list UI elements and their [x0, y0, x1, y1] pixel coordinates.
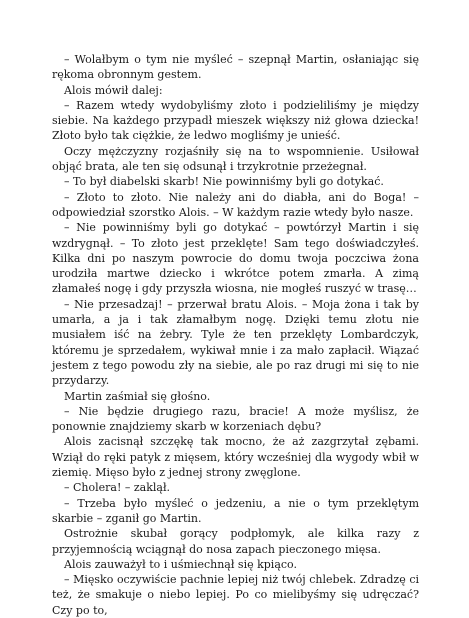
paragraph: Oczy mężczyzny rozjaśniły się na to wspomnienie. Usiłował objąć brata, ale ten się odsunął i trzykrotnie przeżegnał.: [52, 144, 419, 174]
paragraph: Martin zaśmiał się głośno.: [64, 389, 211, 403]
paragraph: – Razem wtedy wydobyliśmy złoto i podzieliliśmy je między siebie. Na każdego przypadł mieszek większy niż głowa dziecka! Złoto było tak ciężkie, że ledwo mogliśmy je unieść.: [52, 98, 419, 143]
paragraph: – Nie przesadzaj! – przerwał bratu Alois. – Moja żona i tak by umarła, a ja i tak złamałbym nogę. Dzięki temu złotu nie musiałem iść na żebry. Tyle że ten przeklęty Lombardczyk, któremu je sprzedałem, wykiwał mnie i za mało zapłacił. Wiązać jestem z tego powodu zły na siebie, ale po raz drugi mi się to nie przydarzy.: [52, 297, 419, 388]
paragraph: – Złoto to złoto. Nie należy ani do diabła, ani do Boga! – odpowiedział szorstko Alois. – W każdym razie wtedy było nasze.: [52, 190, 419, 219]
paragraph: Alois zacisnął szczękę tak mocno, że aż zazgrzytał zębami. Wziął do ręki patyk z mięsem, który wcześniej dla wygody wbił w ziemię. Mięso było z jednej strony zwęglone.: [52, 435, 419, 480]
paragraph: Ostrożnie skubał gorący podpłomyk, ale kilka razy z przyjemnością wciągnął do nosa zapach pieczonego mięsa.: [52, 527, 419, 556]
paragraph: – To był diabelski skarb! Nie powinniśmy byli go dotykać.: [64, 175, 384, 189]
paragraph: – Wolałbym o tym nie myśleć – szepnął Martin, osłaniając się rękoma obronnym gestem.: [52, 53, 419, 82]
paragraph: – Mięsko oczywiście pachnie lepiej niż twój chlebek. Zdradzę ci też, że smakuje o niebo lepiej. Po co mielibyśmy się udręczać? Czy po to,: [52, 573, 419, 617]
paragraph: – Nie będzie drugiego razu, bracie! A może myślisz, że ponownie znajdziemy skarb w korzeniach dębu?: [52, 404, 419, 434]
paragraph: – Cholera! – zaklął.: [64, 481, 171, 495]
paragraph: Alois mówił dalej:: [64, 83, 163, 97]
paragraph: Alois zauważył to i uśmiechnął się kpiąco.: [64, 557, 297, 571]
paragraph: – Nie powinniśmy byli go dotykać – powtórzył Martin i się wzdrygnął. – To złoto jest przeklęte! Sam tego doświadczyłeś. Kilka dni po naszym powrocie do domu twoja poczciwa żona urodziła martwe dziecko i wkrótce potem zmarła. A zimą złamałeś nogę i gdy przyszła wiosna, nie mogłeś ruszyć w trasę…: [52, 221, 419, 296]
paragraph: – Trzeba było myśleć o jedzeniu, a nie o tym przeklętym skarbie – zganił go Martin.: [52, 496, 419, 525]
